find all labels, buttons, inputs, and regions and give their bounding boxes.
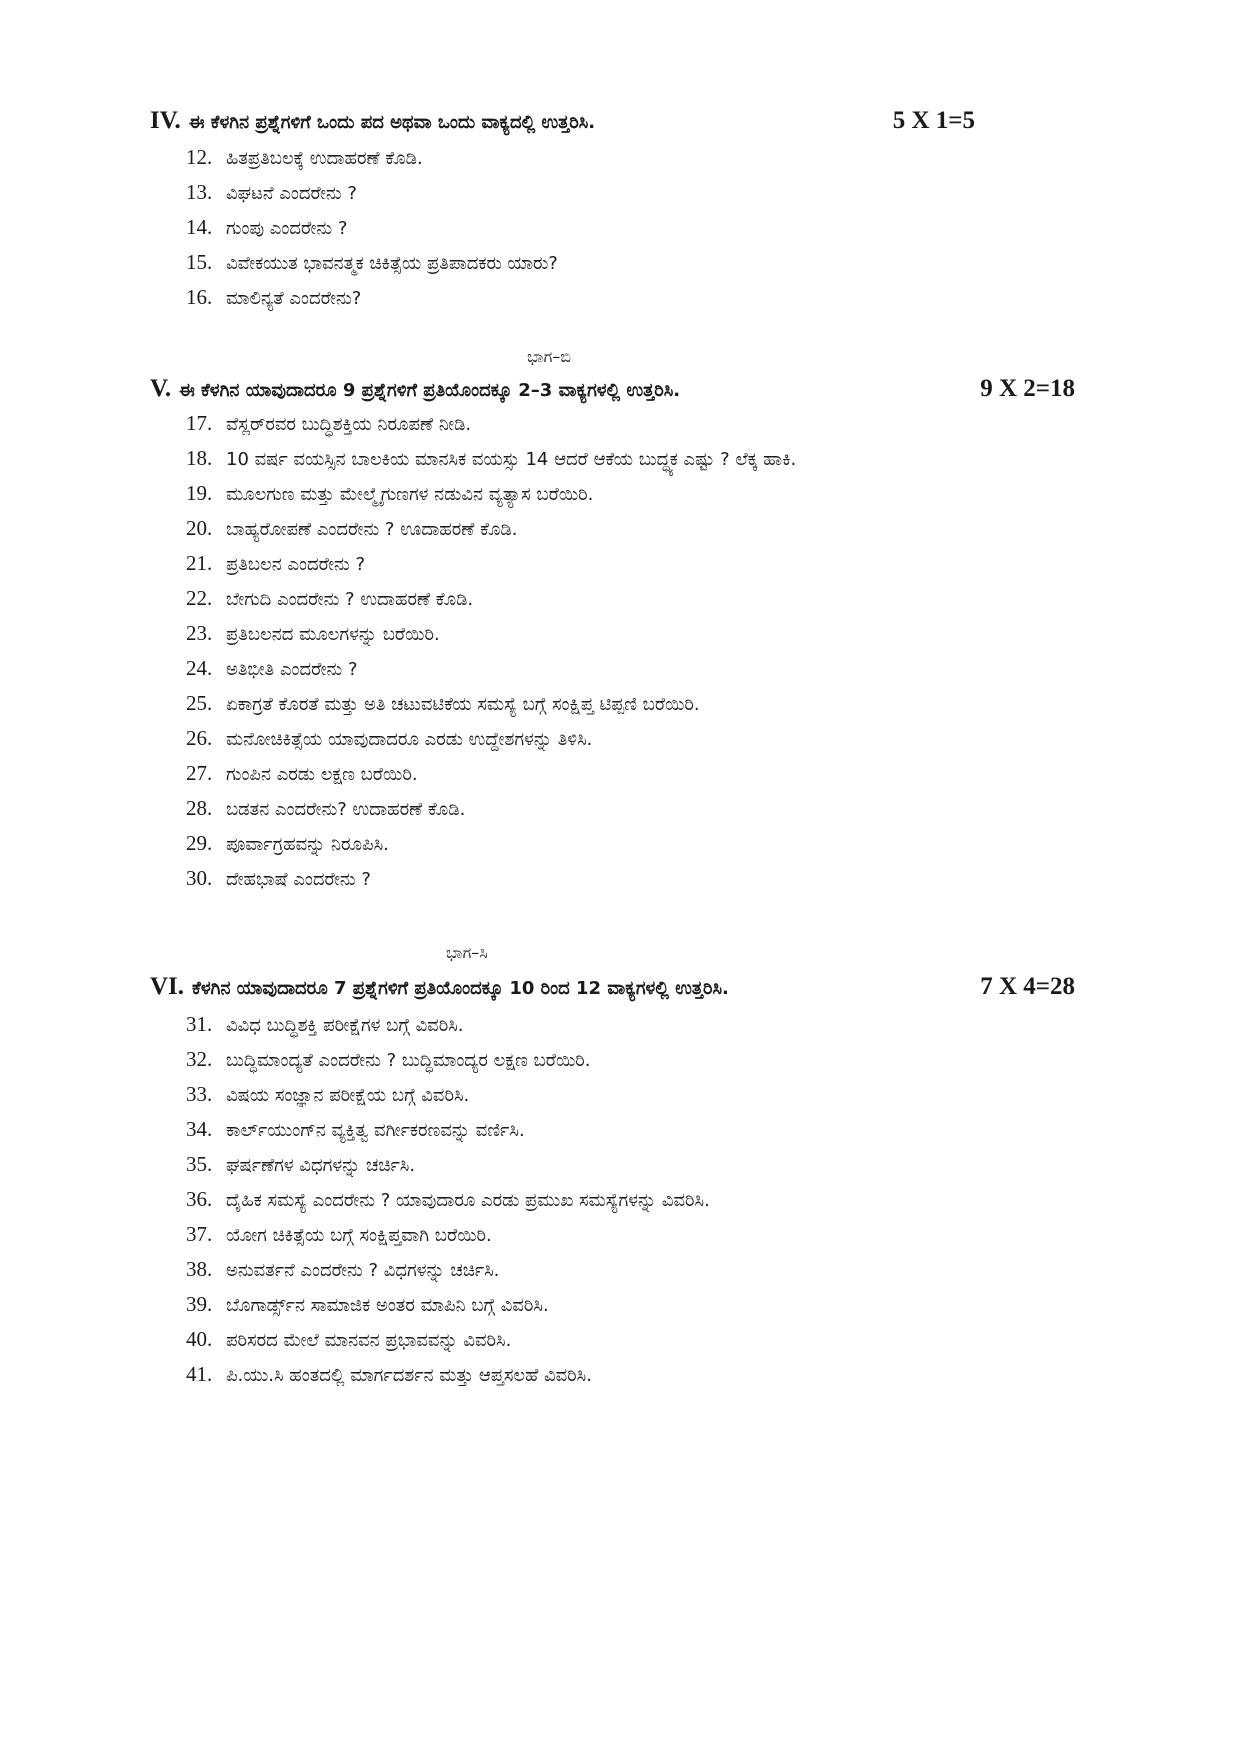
question-item [186, 551, 796, 586]
question-item [186, 411, 796, 446]
section-iv-header [150, 107, 1075, 147]
question-item [186, 250, 558, 285]
section-v-header [150, 375, 1075, 415]
question-number: 25. [186, 691, 213, 715]
section-vi-marks: 7 X 4=28 [980, 973, 1075, 1000]
question-text: ದೇಹಭಾಷೆ ಎಂದರೇನು ? [226, 869, 371, 890]
question-text: ಗುಂಪು ಎಂದರೇನು ? [226, 218, 348, 239]
question-item [186, 1047, 710, 1082]
question-text: ಘರ್ಷಣೆಗಳ ವಿಧಗಳನ್ನು ಚರ್ಚಿಸಿ. [226, 1155, 416, 1176]
question-number: 18. [186, 446, 213, 470]
question-item [186, 1222, 710, 1257]
question-item [186, 180, 558, 215]
question-number: 39. [186, 1292, 213, 1316]
question-number: 34. [186, 1117, 213, 1141]
question-text: ಅನುವರ್ತನೆ ಎಂದರೇನು ? ವಿಧಗಳನ್ನು ಚರ್ಚಿಸಿ. [226, 1260, 500, 1281]
question-number: 16. [186, 285, 213, 309]
question-item [186, 1117, 710, 1152]
question-text: ಬಾಹ್ಯರೋಪಣೆ ಎಂದರೇನು ? ಊದಾಹರಣೆ ಕೊಡಿ. [226, 519, 518, 540]
section-iv-instruction: ಈ ಕೆಳಗಿನ ಪ್ರಶ್ನೆಗಳಿಗೆ ಒಂದು ಪದ ಅಥವಾ ಒಂದು ವಾಕ್ಯದಲ್ಲಿ ಉತ್ತರಿಸಿ. [188, 112, 596, 133]
question-text: ವೆಸ್ಲರ್‌ರವರ ಬುದ್ಧಿಶಕ್ತಿಯ ನಿರೂಪಣೆ ನೀಡಿ. [226, 414, 472, 435]
question-number: 21. [186, 551, 213, 575]
question-text: ವಿವೇಕಯುತ ಭಾವನತ್ಮಕ ಚಿಕಿತ್ಸೆಯ ಪ್ರತಿಪಾದಕರು ಯಾರು? [226, 253, 558, 274]
question-number: 13. [186, 180, 213, 204]
question-text: ಪ್ರತಿಬಲನದ ಮೂಲಗಳನ್ನು ಬರೆಯಿರಿ. [226, 624, 440, 645]
question-number: 30. [186, 866, 213, 890]
question-text: 10 ವರ್ಷ ವಯಸ್ಸಿನ ಬಾಲಕಿಯ ಮಾನಸಿಕ ವಯಸ್ಸು 14 ಆದರೆ ಆಕೆಯ ಬುದ್ಧ್ಯಕ ಎಷ್ಟು ? ಲೆಕ್ಕ ಹಾಕಿ. [226, 449, 797, 470]
question-item [186, 1012, 710, 1047]
question-item [186, 516, 796, 551]
question-number: 37. [186, 1222, 213, 1246]
question-number: 35. [186, 1152, 213, 1176]
question-item [186, 761, 796, 796]
question-number: 23. [186, 621, 213, 645]
question-number: 14. [186, 215, 213, 239]
question-number: 24. [186, 656, 213, 680]
section-iv-marks: 5 X 1=5 [892, 107, 975, 134]
question-text: ಮಾಲಿನ್ಯತೆ ಎಂದರೇನು? [226, 288, 362, 309]
question-text: ವಿವಿಧ ಬುದ್ಧಿಶಕ್ತಿ ಪರೀಕ್ಷೆಗಳ ಬಗ್ಗೆ ವಿವರಿಸಿ. [226, 1015, 464, 1036]
question-item [186, 215, 558, 250]
question-item [186, 1082, 710, 1117]
question-text: ವಿಘಟನೆ ಎಂದರೇನು ? [226, 183, 357, 204]
question-item [186, 481, 796, 516]
question-number: 33. [186, 1082, 213, 1106]
question-text: ಹಿತಪ್ರತಿಬಲಕ್ಕೆ ಉದಾಹರಣೆ ಕೊಡಿ. [226, 148, 423, 169]
question-number: 12. [186, 145, 213, 169]
question-number: 38. [186, 1257, 213, 1281]
question-number: 22. [186, 586, 213, 610]
question-number: 40. [186, 1327, 213, 1351]
question-item [186, 1187, 710, 1222]
question-number: 19. [186, 481, 213, 505]
section-iv-number: IV. [150, 107, 181, 134]
section-v-number: V. [150, 375, 172, 402]
question-text: ಗುಂಪಿನ ಎರಡು ಲಕ್ಷಣ ಬರೆಯಿರಿ. [226, 764, 418, 785]
question-number: 20. [186, 516, 213, 540]
question-item [186, 1152, 710, 1187]
question-item [186, 1327, 710, 1362]
question-item [186, 656, 796, 691]
question-item [186, 831, 796, 866]
section-vi-number: VI. [150, 973, 185, 1000]
section-iv-questions [186, 145, 558, 320]
question-number: 15. [186, 250, 213, 274]
question-text: ಅತಿಭೀತಿ ಎಂದರೇನು ? [226, 659, 358, 680]
question-text: ಯೋಗ ಚಿಕಿತ್ಸೆಯ ಬಗ್ಗೆ ಸಂಕ್ಷಿಪ್ತವಾಗಿ ಬರೆಯಿರಿ. [226, 1225, 492, 1246]
question-item [186, 145, 558, 180]
question-text: ಏಕಾಗ್ರತೆ ಕೊರತೆ ಮತ್ತು ಅತಿ ಚಟುವಟಿಕೆಯ ಸಮಸ್ಯೆ ಬಗ್ಗೆ ಸಂಕ್ಷಿಪ್ತ ಟಿಪ್ಪಣಿ ಬರೆಯಿರಿ. [226, 694, 700, 715]
question-text: ದೈಹಿಕ ಸಮಸ್ಯೆ ಎಂದರೇನು ? ಯಾವುದಾರೂ ಎರಡು ಪ್ರಮುಖ ಸಮಸ್ಯೆಗಳನ್ನು ವಿವರಿಸಿ. [226, 1190, 710, 1211]
question-text: ಬುದ್ಧಿಮಾಂದ್ಯತೆ ಎಂದರೇನು ? ಬುದ್ಧಿಮಾಂದ್ಯರ ಲಕ್ಷಣ ಬರೆಯಿರಿ. [226, 1050, 591, 1071]
question-number: 41. [186, 1362, 213, 1386]
section-vi-header [150, 973, 1075, 1013]
section-vi-instruction: ಕೆಳಗಿನ ಯಾವುದಾದರೂ 7 ಪ್ರಶ್ನೆಗಳಿಗೆ ಪ್ರತಿಯೊಂದಕ್ಕೂ 10 ರಿಂದ 12 ವಾಕ್ಯಗಳಲ್ಲಿ ಉತ್ತರಿಸಿ. [192, 978, 729, 999]
question-text: ಪಿ.ಯು.ಸಿ ಹಂತದಲ್ಲಿ ಮಾರ್ಗದರ್ಶನ ಮತ್ತು ಆಪ್ತಸಲಹೆ ವಿವರಿಸಿ. [226, 1365, 592, 1386]
question-text: ಬಡತನ ಎಂದರೇನು? ಉದಾಹರಣೆ ಕೊಡಿ. [226, 799, 466, 820]
question-item [186, 866, 796, 901]
section-v-instruction: ಈ ಕೆಳಗಿನ ಯಾವುದಾದರೂ 9 ಪ್ರಶ್ನೆಗಳಿಗೆ ಪ್ರತಿಯೊಂದಕ್ಕೂ 2–3 ವಾಕ್ಯಗಳಲ್ಲಿ ಉತ್ತರಿಸಿ. [179, 380, 681, 401]
question-number: 32. [186, 1047, 213, 1071]
section-v-questions [186, 411, 796, 901]
part-c-title: ಭಾಗ–ಸಿ [446, 943, 488, 962]
question-text: ಮೂಲಗುಣ ಮತ್ತು ಮೇಲ್ಮೈಗುಣಗಳ ನಡುವಿನ ವ್ಯತ್ಯಾಸ ಬರೆಯಿರಿ. [226, 484, 594, 505]
question-text: ವಿಷಯ ಸಂಜ್ಞಾನ ಪರೀಕ್ಷೆಯ ಬಗ್ಗೆ ವಿವರಿಸಿ. [226, 1085, 470, 1106]
question-item [186, 691, 796, 726]
question-number: 31. [186, 1012, 213, 1036]
question-item [186, 726, 796, 761]
question-text: ಮನೋಚಿಕಿತ್ಸೆಯ ಯಾವುದಾದರೂ ಎರಡು ಉದ್ದೇಶಗಳನ್ನು ತಿಳಿಸಿ. [226, 729, 593, 750]
question-number: 29. [186, 831, 213, 855]
question-item [186, 1362, 710, 1397]
question-text: ಬೊಗಾರ್ಡ್ಸ್‌ನ ಸಾಮಾಜಿಕ ಅಂತರ ಮಾಪಿನಿ ಬಗ್ಗೆ ವಿವರಿಸಿ. [226, 1295, 549, 1316]
question-number: 36. [186, 1187, 213, 1211]
question-text: ಪರಿಸರದ ಮೇಲೆ ಮಾನವನ ಪ್ರಭಾವವನ್ನು ವಿವರಿಸಿ. [226, 1330, 512, 1351]
question-item [186, 796, 796, 831]
question-text: ಪೂರ್ವಾಗ್ರಹವನ್ನು ನಿರೂಪಿಸಿ. [226, 834, 389, 855]
question-item [186, 285, 558, 320]
question-number: 17. [186, 411, 213, 435]
question-item [186, 1292, 710, 1327]
section-vi-questions [186, 1012, 710, 1397]
question-item [186, 446, 796, 481]
question-text: ಪ್ರತಿಬಲನ ಎಂದರೇನು ? [226, 554, 366, 575]
question-number: 28. [186, 796, 213, 820]
section-v-marks: 9 X 2=18 [980, 375, 1075, 402]
question-text: ಕಾರ್ಲ್‌ಯುಂಗ್‌ನ ವ್ಯಕ್ತಿತ್ವ ವರ್ಗೀಕರಣವನ್ನು ವರ್ಣಿಸಿ. [226, 1120, 525, 1141]
part-b-title: ಭಾಗ–ಬಿ [527, 347, 571, 366]
question-item [186, 1257, 710, 1292]
question-number: 27. [186, 761, 213, 785]
question-text: ಬೇಗುದಿ ಎಂದರೇನು ? ಉದಾಹರಣೆ ಕೊಡಿ. [226, 589, 474, 610]
question-number: 26. [186, 726, 213, 750]
question-item [186, 621, 796, 656]
question-item [186, 586, 796, 621]
